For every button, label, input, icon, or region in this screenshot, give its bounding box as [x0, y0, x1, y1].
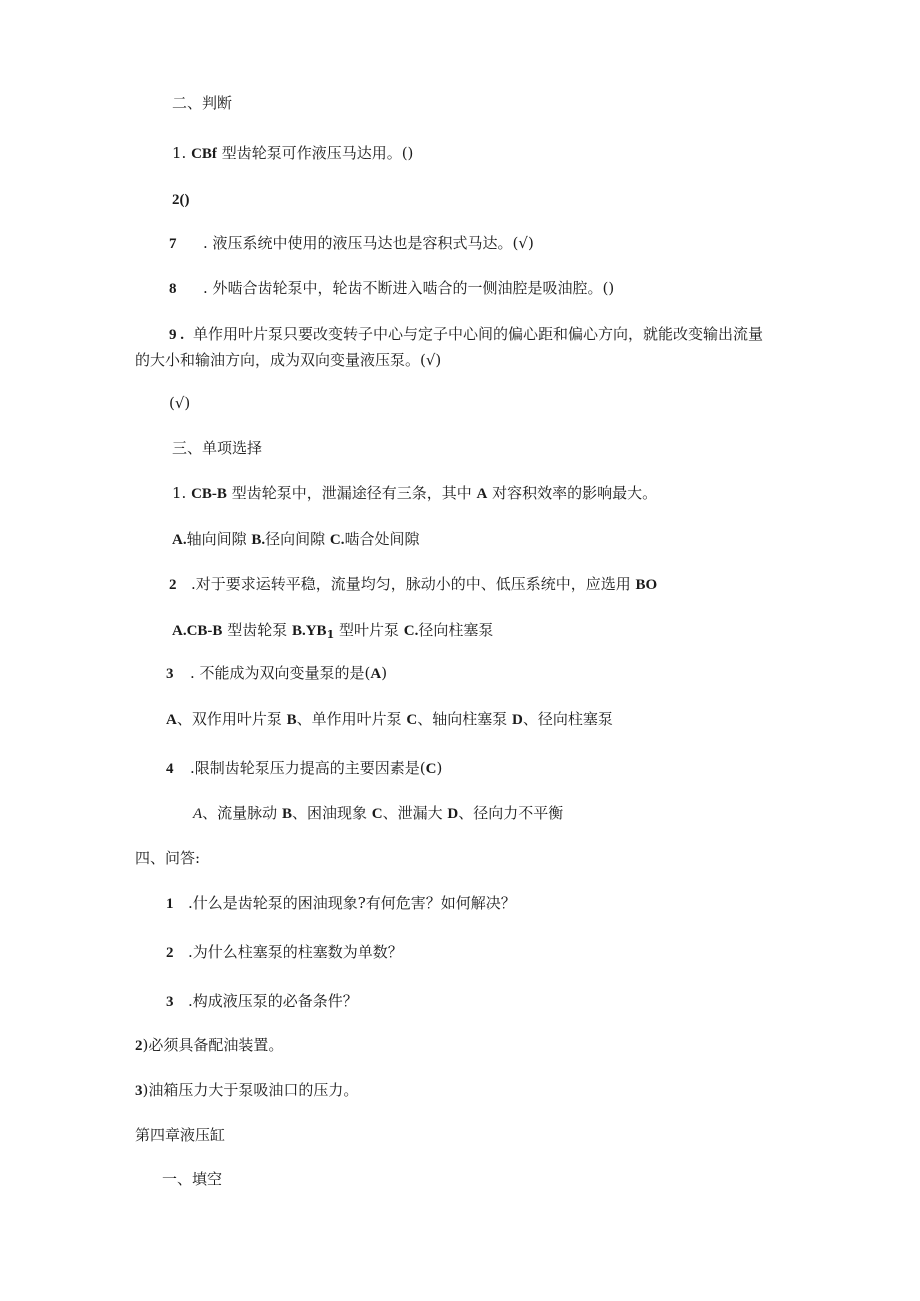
option-text-c: 啮合处间隙: [344, 530, 420, 548]
option-text-a: 、双作用叶片泵: [176, 710, 287, 728]
judge-answer-line: (√): [169, 394, 191, 412]
option-text-a: 轴向间隙: [186, 530, 252, 548]
option-letter-c: C.: [403, 623, 419, 639]
option-text-b: 、困油现象: [291, 804, 372, 822]
option-letter-a: A: [166, 712, 177, 728]
question-text: . 不能成为双向变量泵的是(: [190, 664, 371, 682]
item-text: 单作用叶片泵只要改变转子中心与定子中心间的偏心距和偏心方向，就能改变输出流量: [193, 325, 764, 343]
section-heading-judge: 二、判断: [172, 94, 233, 112]
option-letter-a: A: [193, 806, 203, 822]
qa-answer-2: [135, 1035, 283, 1056]
option-letter-c: C: [371, 806, 383, 822]
item-text: 型齿轮泵可作液压马达用。(): [216, 144, 414, 162]
model-code: CB-B: [191, 486, 227, 502]
item-text: . 液压系统中使用的液压马达也是容积式马达。(√): [203, 234, 534, 252]
section-heading-choice: 三、单项选择: [172, 439, 263, 457]
question-text: .什么是齿轮泵的困油现象?有何危害？如何解决？: [188, 894, 516, 912]
question-text-end: ): [436, 759, 443, 777]
choice-question-3: [166, 663, 387, 684]
item-number: 3: [166, 666, 174, 682]
item-number: 2: [166, 945, 174, 961]
choice-question-1: [172, 483, 657, 504]
option-letter-b: B.YB: [291, 623, 327, 639]
option-text-b: 、单作用叶片泵: [296, 710, 407, 728]
choice-options-3: [166, 709, 613, 730]
choice-question-4: [166, 758, 442, 779]
option-letter-a: A.: [172, 532, 187, 548]
option-text-c: 、泄漏大: [382, 804, 448, 822]
item-number: 1: [166, 896, 174, 912]
judge-item-1: [172, 143, 413, 164]
option-letter-d: D: [512, 712, 523, 728]
option-text-a: 型齿轮泵: [222, 621, 292, 639]
answer-letter: A: [370, 666, 382, 682]
choice-options-2: [172, 620, 493, 645]
option-text-c: 径向柱塞泵: [418, 621, 494, 639]
item-number: 8: [169, 281, 177, 297]
question-text: 型齿轮泵中，泄漏途径有三条，其中: [226, 484, 477, 502]
judge-item-9: [169, 324, 763, 345]
judge-item-8: [169, 278, 614, 299]
option-text-b: 型叶片泵: [334, 621, 404, 639]
qa-question-2: [166, 942, 403, 963]
item-number: 7: [169, 236, 177, 252]
item-number: 2: [169, 577, 177, 593]
answer-text: )必须具备配油装置。: [142, 1036, 284, 1054]
question-text: .限制齿轮泵压力提高的主要因素是(: [190, 759, 426, 777]
qa-question-3: [166, 991, 358, 1012]
qa-question-1: [166, 893, 516, 914]
chapter-title: 第四章液压缸: [135, 1126, 226, 1144]
option-subscript: 1: [326, 628, 335, 641]
question-text-end: 对容积效率的影响最大。: [487, 484, 658, 502]
section-heading-fill: 一、填空: [162, 1170, 223, 1188]
choice-options-1: [172, 529, 420, 550]
option-letter-d: D: [447, 806, 459, 822]
option-letter-b: B: [286, 712, 297, 728]
option-letter-b: B: [281, 806, 292, 822]
item-prefix: 1.: [172, 144, 192, 162]
item-number: 3: [166, 994, 174, 1010]
section-heading-qa: 四、问答:: [135, 849, 201, 867]
option-letter-c: C: [406, 712, 418, 728]
answer-letter: A: [476, 486, 488, 502]
qa-answer-3: [135, 1080, 358, 1101]
option-text-a: 、流量脉动: [202, 804, 282, 822]
item-number: 4: [166, 761, 174, 777]
question-text: .构成液压泵的必备条件？: [188, 992, 358, 1010]
option-text-d: 、径向力不平衡: [458, 804, 564, 822]
item-number: 9 .: [169, 327, 184, 343]
answer-letter: C: [425, 761, 437, 777]
item-number: 2: [135, 1038, 143, 1054]
option-letter-b: B.: [251, 532, 266, 548]
item-prefix: 1.: [172, 484, 192, 502]
question-text: .对于要求运转平稳，流量均匀，脉动小的中、低压系统中，应选用: [191, 575, 636, 593]
answer-text: )油箱压力大于泵吸油口的压力。: [142, 1081, 359, 1099]
judge-item-9-continued: 的大小和输油方向，成为双向变量液压泵。(√): [135, 351, 442, 369]
answer-letter: BO: [635, 577, 658, 593]
question-text-end: ): [381, 664, 388, 682]
choice-options-4: [193, 803, 563, 824]
option-text-d: 、径向柱塞泵: [522, 710, 613, 728]
judge-item-2: 2(): [172, 192, 190, 208]
option-letter-a: A.CB-B: [172, 623, 223, 639]
option-text-b: 径向间隙: [265, 530, 330, 548]
option-text-c: 、轴向柱塞泵: [417, 710, 513, 728]
option-letter-c: C.: [329, 532, 345, 548]
choice-question-2: [169, 574, 657, 595]
model-code: CBf: [191, 146, 217, 162]
item-number: 3: [135, 1083, 143, 1099]
item-text: . 外啮合齿轮泵中，轮齿不断进入啮合的一侧油腔是吸油腔。(): [203, 279, 615, 297]
question-text: .为什么柱塞泵的柱塞数为单数？: [188, 943, 403, 961]
judge-item-7: [169, 233, 534, 254]
